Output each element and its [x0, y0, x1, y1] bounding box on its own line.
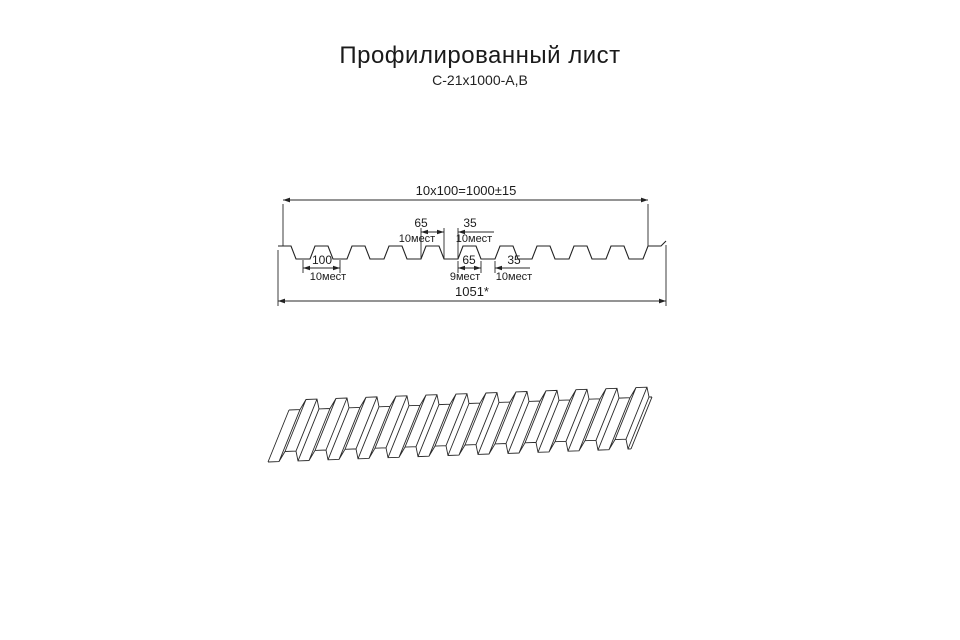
upper-dim-65-places: 10мест	[398, 233, 436, 245]
lower-dim-35-places: 10мест	[495, 271, 533, 283]
page-title: Профилированный лист	[339, 42, 621, 69]
overall-top-dimension-label: 10x100=1000±15	[415, 183, 517, 198]
upper-dim-65-value: 65	[414, 216, 428, 230]
page-subtitle: С-21х1000-А,В	[432, 72, 528, 88]
lower-dim-65-places: 9мест	[449, 271, 481, 283]
upper-dim-35-value: 35	[463, 216, 477, 230]
cross-section-view	[278, 183, 666, 306]
upper-dim-35-places: 10мест	[455, 233, 493, 245]
lower-dim-100-places: 10мест	[309, 271, 347, 283]
lower-dim-65-value: 65	[462, 253, 476, 267]
lower-dim-100-value: 100	[311, 253, 333, 267]
overall-bottom-dimension-label: 1051*	[455, 284, 489, 299]
lower-dim-35-value: 35	[507, 253, 521, 267]
sheet-3d-outline	[268, 387, 652, 462]
perspective-view	[268, 387, 652, 462]
